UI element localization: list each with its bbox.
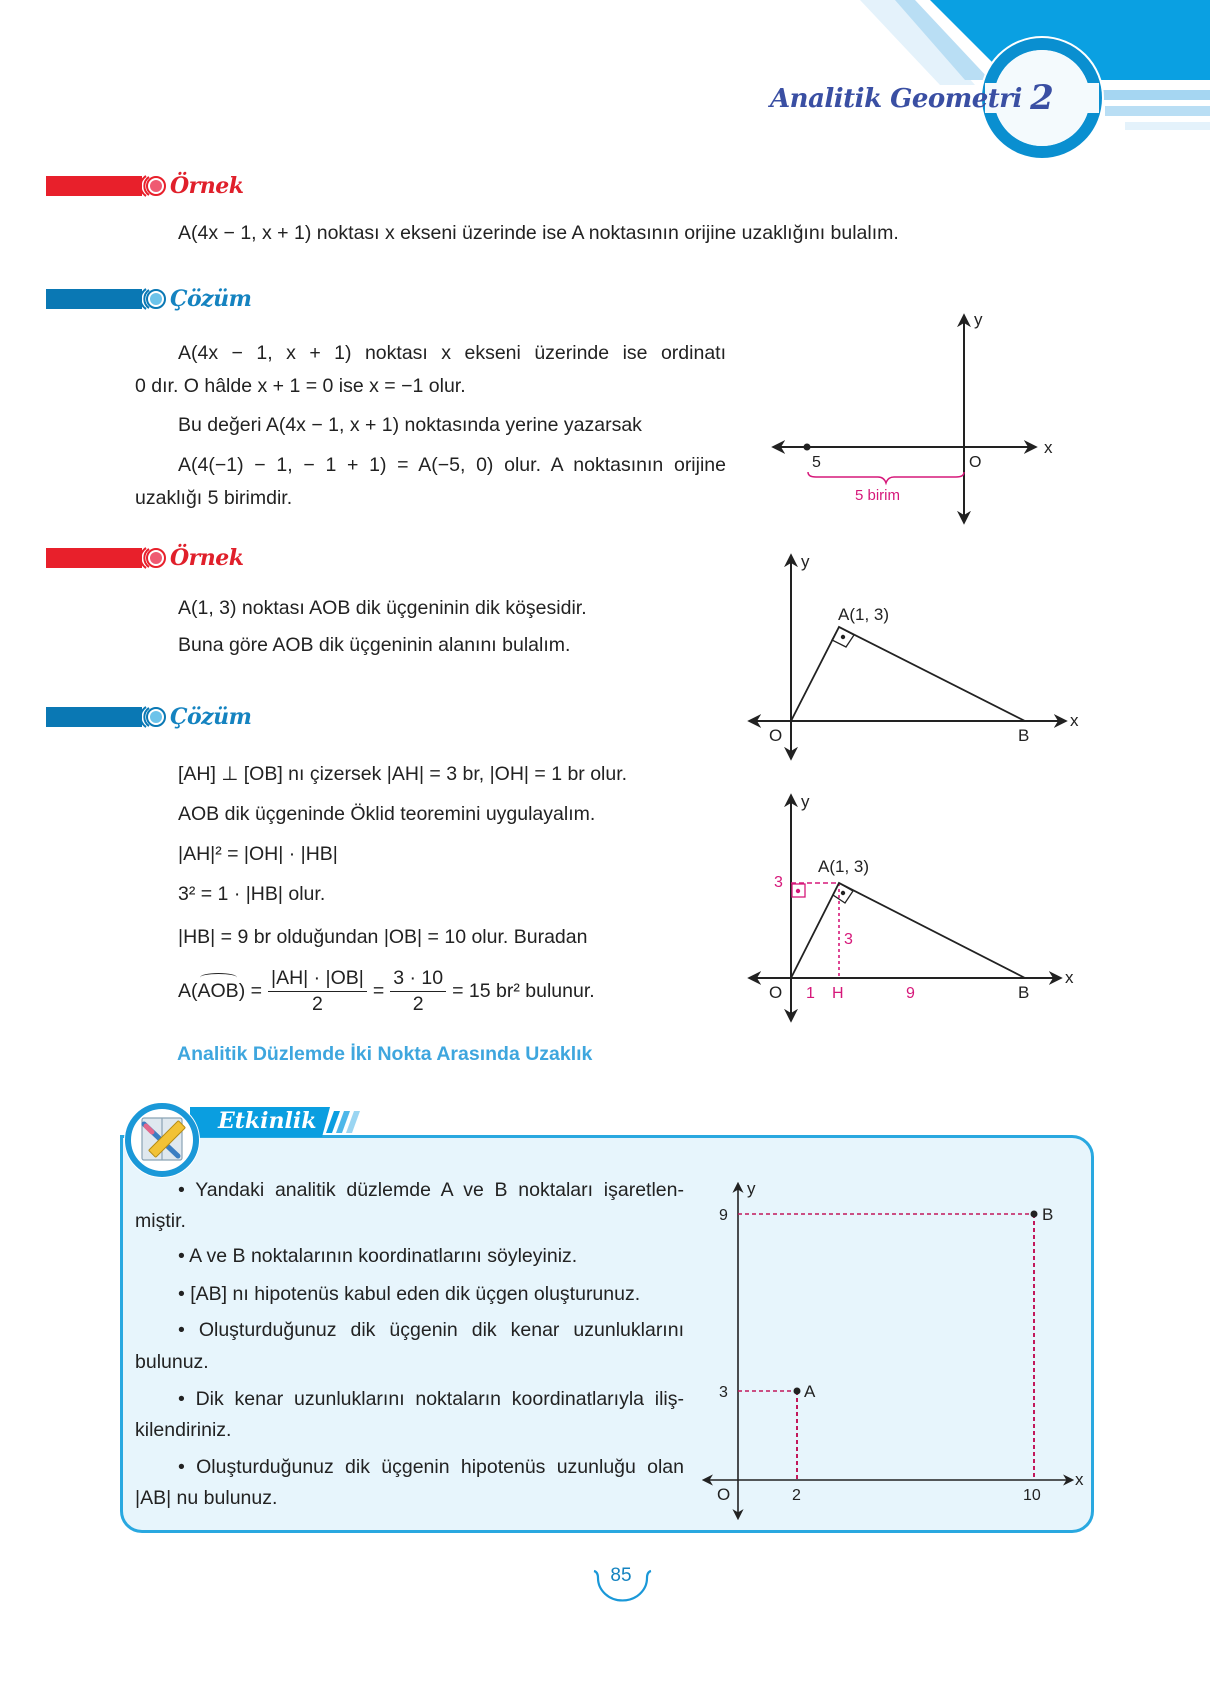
target-icon xyxy=(140,173,166,199)
x-tick-2: 2 xyxy=(792,1487,801,1504)
fraction-1-denominator: 2 xyxy=(312,993,323,1015)
angle-aob: AOB xyxy=(197,980,239,1002)
activity-item-cont: |AB| nu bulunuz. xyxy=(135,1487,278,1509)
equals-sign: = xyxy=(372,980,385,1002)
example2-line: A(1, 3) noktası AOB dik üçgeninin dik köşesidir. xyxy=(178,597,587,619)
fraction-2-denominator: 2 xyxy=(412,993,424,1015)
figure-points-a-b xyxy=(700,1160,1100,1530)
example-label: Örnek xyxy=(170,545,244,571)
y-tick-9: 9 xyxy=(719,1207,728,1224)
point-a-label: A xyxy=(804,1382,816,1401)
example1-question: A(4x − 1, x + 1) noktası x ekseni üzerinde ise A noktasının orijine uzaklığını bulalım. xyxy=(178,222,899,244)
hb-length-label: 9 xyxy=(906,985,915,1002)
fraction-2 xyxy=(390,966,446,1016)
point-b-label: B xyxy=(1018,726,1030,745)
point-b-label: B xyxy=(1042,1205,1054,1224)
badge-bar xyxy=(46,289,142,309)
target-icon xyxy=(140,286,166,312)
fraction-2-numerator: 3 · 10 xyxy=(390,966,446,992)
point-a-label: A(1, 3) xyxy=(818,857,870,876)
ruler-pencil-icon xyxy=(122,1100,202,1180)
solution2-line: |HB| = 9 br olduğundan |OB| = 10 olur. Buradan xyxy=(178,926,588,948)
solution1-line: uzaklığı 5 birimdir. xyxy=(135,487,293,509)
origin-label: O xyxy=(969,454,982,471)
solution-label: Çözüm xyxy=(170,286,252,312)
solution-label: Çözüm xyxy=(170,704,252,730)
activity-item: • [AB] nı hipotenüs kabul eden dik üçgen oluşturunuz. xyxy=(178,1283,641,1305)
solution2-line: [AH] ⊥ [OB] nı çizersek |AH| = 3 br, |OH| = 1 br olur. xyxy=(178,763,628,785)
y-tick-3: 3 xyxy=(719,1384,728,1401)
figure-right-triangle xyxy=(740,540,1080,770)
section-subheading: Analitik Düzlemde İki Nokta Arasında Uzaklık xyxy=(177,1043,593,1065)
chapter-title: Analitik Geometri xyxy=(770,84,1022,114)
x-tick-10: 10 xyxy=(1023,1487,1041,1504)
y-axis-label: y xyxy=(801,552,810,571)
solution1-line: Bu değeri A(4x − 1, x + 1) noktasında yerine yazarsak xyxy=(178,414,642,436)
x-axis-label: x xyxy=(1065,968,1074,987)
fraction-1 xyxy=(268,966,367,1016)
example-badge xyxy=(46,175,244,197)
point-b-label: B xyxy=(1018,983,1030,1002)
activity-item: • Oluşturduğunuz dik üçgenin hipotenüs uzunluğu olan xyxy=(178,1456,684,1478)
y-axis-label: y xyxy=(801,792,810,811)
x-axis-label: x xyxy=(1070,711,1079,730)
activity-title: Etkinlik xyxy=(218,1108,317,1134)
target-icon xyxy=(140,704,166,730)
activity-item: • Oluşturduğunuz dik üçgenin dik kenar uzunluklarını xyxy=(178,1319,684,1341)
figure-right-triangle-with-height xyxy=(740,780,1080,1030)
origin-label: O xyxy=(769,983,783,1002)
solution-badge xyxy=(46,288,251,310)
oh-length-label: 1 xyxy=(806,985,815,1002)
area-lhs-close: ) = xyxy=(238,980,262,1002)
ah-length-label: 3 xyxy=(844,931,853,948)
solution2-line: AOB dik üçgeninde Öklid teoremini uygulayalım. xyxy=(178,803,596,825)
activity-item-cont: kilendiriniz. xyxy=(135,1419,232,1441)
example-label: Örnek xyxy=(170,173,244,199)
activity-item: • A ve B noktalarının koordinatlarını söyleyiniz. xyxy=(178,1245,578,1267)
figure-distance-to-origin xyxy=(760,300,1080,530)
y-axis-label: y xyxy=(747,1179,756,1198)
example2-line: Buna göre AOB dik üçgeninin alanını bulalım. xyxy=(178,634,571,656)
example-badge xyxy=(46,547,244,569)
page-number: 85 xyxy=(610,1565,632,1586)
area-result: = 15 br² bulunur. xyxy=(452,980,595,1002)
badge-bar xyxy=(46,707,142,727)
origin-label: O xyxy=(769,726,783,745)
y-axis-label: y xyxy=(974,310,983,329)
origin-label: O xyxy=(717,1485,731,1504)
point-label: 5 xyxy=(812,454,821,471)
activity-item-cont: bulunuz. xyxy=(135,1351,209,1373)
solution1-line: A(4x − 1, x + 1) noktası x ekseni üzerinde ise ordinatı xyxy=(178,342,726,364)
y-tick-label: 3 xyxy=(774,874,783,891)
activity-item: • Yandaki analitik düzlemde A ve B noktaları işaretlen- xyxy=(178,1179,684,1201)
area-lhs: A( xyxy=(178,980,198,1002)
point-h-label: H xyxy=(832,985,844,1002)
target-icon xyxy=(140,545,166,571)
x-axis-label: x xyxy=(1044,438,1053,457)
activity-item-cont: miştir. xyxy=(135,1210,186,1232)
chapter-number: 2 xyxy=(1030,78,1054,118)
solution2-line: 3² = 1 · |HB| olur. xyxy=(178,883,326,905)
solution2-line: |AH|² = |OH| · |HB| xyxy=(178,843,338,865)
activity-item: • Dik kenar uzunluklarını noktaların koordinatlarıyla iliş- xyxy=(178,1388,684,1410)
solution1-line: A(4(−1) − 1, − 1 + 1) = A(−5, 0) olur. A noktasının orijine xyxy=(178,454,726,476)
area-formula xyxy=(178,966,595,1016)
solution1-line: 0 dır. O hâlde x + 1 = 0 ise x = −1 olur. xyxy=(135,375,466,397)
fraction-1-numerator: |AH| · |OB| xyxy=(268,966,367,992)
point-a-label: A(1, 3) xyxy=(838,605,890,624)
x-axis-label: x xyxy=(1075,1470,1084,1489)
solution-badge xyxy=(46,706,251,728)
badge-bar xyxy=(46,548,142,568)
brace-label: 5 birim xyxy=(855,487,901,504)
badge-bar xyxy=(46,176,142,196)
